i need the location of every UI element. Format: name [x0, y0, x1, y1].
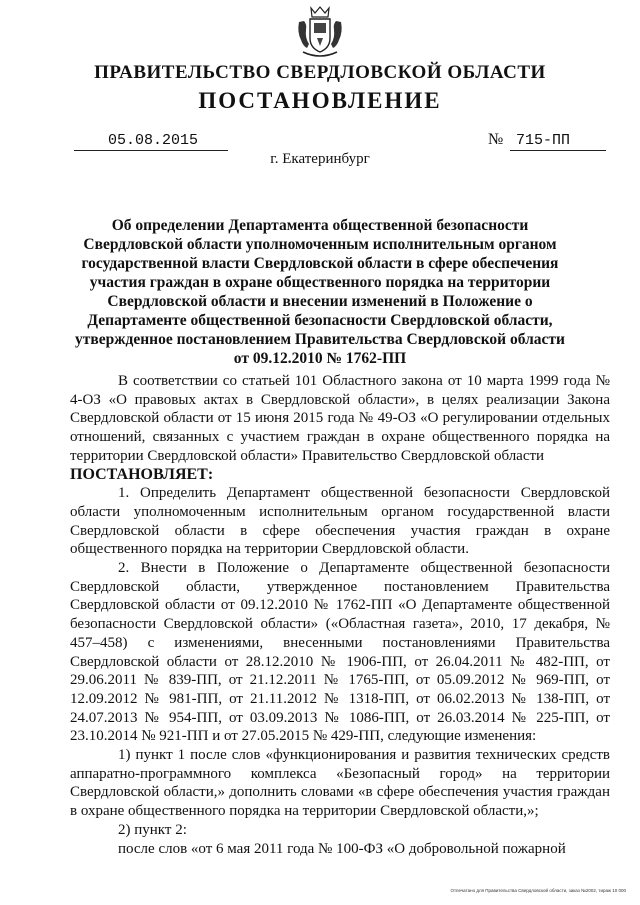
- document-body: [70, 372, 610, 858]
- item-1-paragraph: 1. Определить Департамент общественной безопасности Свердловской области уполномоченным исполнительным органом государственной власти Свердловской области в сфере обеспечения участия граждан в охране общественного порядка на территории Свердловской области.: [70, 485, 610, 558]
- city: г. Екатеринбург: [270, 151, 370, 167]
- resolve-heading: ПОСТАНОВЛЯЕТ:: [70, 465, 214, 483]
- print-footer: Отпечатано для Правительства Свердловской области, заказ №2002, тираж 10 000: [450, 888, 626, 893]
- number-sign: №: [488, 131, 504, 148]
- subitem-2-text: после слов «от 6 мая 2011 года № 100-ФЗ «О добровольной пожарной: [118, 840, 566, 857]
- document-number: 715-ПП: [510, 132, 606, 151]
- coat-of-arms-emblem: [295, 4, 345, 60]
- document-type-title: ПОСТАНОВЛЕНИЕ: [198, 88, 442, 113]
- item-2-paragraph: 2. Внести в Положение о Департаменте общественной безопасности Свердловской области, утвержденное постановлением Правительства Свердловской области от 09.12.2010 № 1762-ПП «О Департаменте общественной безопасности Свердловской области» («Областная газета», 2010, 17 декабря, № 457–458) с изменениями, внесенными постановлениями Правительства Свердловской области от 28.12.2010 № 1906-ПП, от 26.04.2011 № 482-ПП, от 29.06.2011 № 839-ПП, от 21.12.2011 № 1765-ПП, от 05.09.2012 № 969-ПП, от 12.09.2012 № 981-ПП, от 21.11.2012 № 1318-ПП, от 06.02.2013 № 138-ПП, от 24.07.2013 № 954-ПП, от 03.09.2013 № 1086-ПП, от 26.03.2014 № 225-ПП, от 23.10.2014 № 921-ПП и от 27.05.2015 № 429-ПП, следующие изменения:: [70, 560, 610, 745]
- preamble-paragraph: В соответствии со статьей 101 Областного закона от 10 марта 1999 года № 4-ОЗ «О правовых актах в Свердловской области», в целях реализации Закона Свердловской области от 15 июня 2015 года № 49-ОЗ «О регулировании отдельных отношений, связанных с участием граждан в охране общественного порядка на территории Свердловской области» Правительство Свердловской области: [70, 373, 610, 464]
- document-subject: Об определении Департамента общественной безопасности Свердловской области уполномоченным исполнительным органом государственной власти Свердловской области в сфере обеспечения участия граждан в охране общественного порядка на территории Свердловской области и внесении изменений в Положение о Департаменте общественной безопасности Свердловской области, утвержденное постановлением Правительства Свердловской области от 09.12.2010 № 1762-ПП: [75, 217, 565, 367]
- subitem-2-heading: 2) пункт 2:: [118, 821, 187, 838]
- document-date: 05.08.2015: [74, 132, 228, 151]
- subitem-1-paragraph: 1) пункт 1 после слов «функционирования и развития технических средств аппаратно-программного комплекса «Безопасный город» на территории Свердловской области,» дополнить словами «в сфере обеспечения участия граждан в охране общественного порядка на территории Свердловской области,»;: [70, 747, 610, 820]
- organization-title: ПРАВИТЕЛЬСТВО СВЕРДЛОВСКОЙ ОБЛАСТИ: [94, 62, 546, 83]
